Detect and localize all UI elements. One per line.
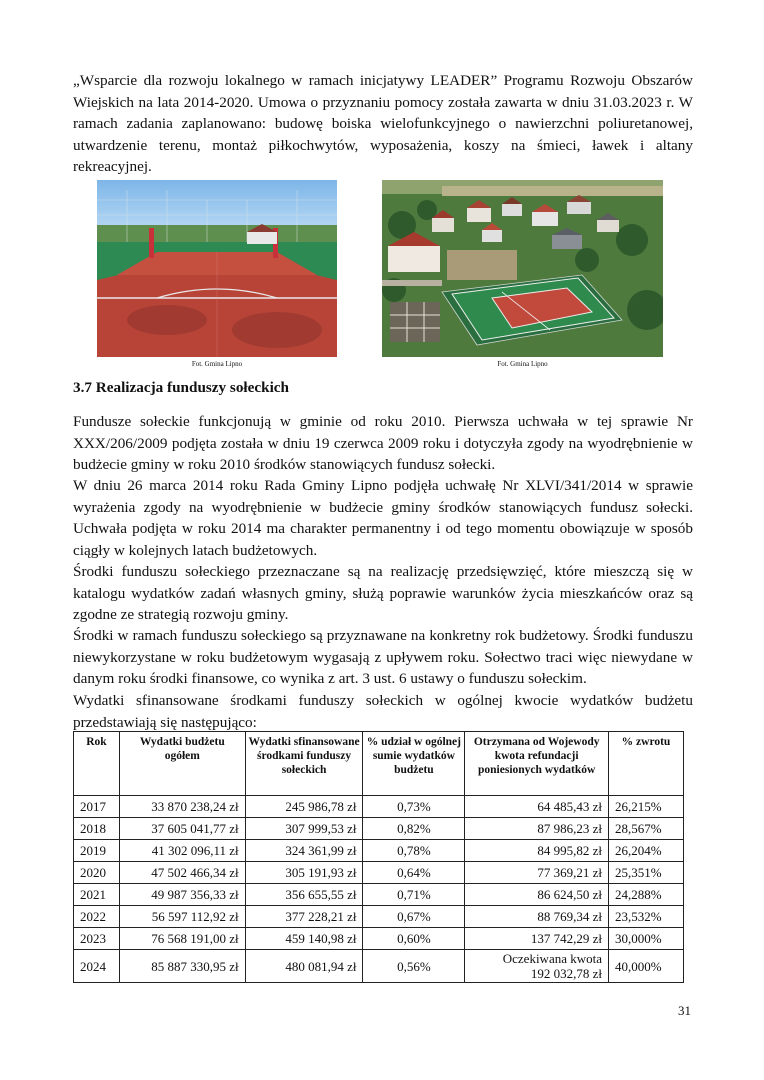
paragraph-history: Fundusze sołeckie funkcjonują w gminie od roku 2010. Pierwsza uchwała w tej sprawie Nr XXX/206/2009 podjęta została w dniu 19 czerwca 2009 roku i dotyczyła zgody na wyodrębnienie w budżecie gminy w roku 2010 środków stanowiących fundusz sołecki. xyxy=(73,413,693,473)
paragraph-table-intro: Wydatki sfinansowane środkami funduszy sołeckich w ogólnej kwocie wydatków budżetu przedstawiają się następująco: xyxy=(73,692,693,731)
cell-return: 26,215% xyxy=(609,796,684,818)
table-row xyxy=(74,884,684,906)
cell-return: 28,567% xyxy=(609,818,684,840)
sports-court-aerial-image xyxy=(382,180,663,357)
cell-return: 23,532% xyxy=(609,906,684,928)
expected-amount-value: 192 032,78 zł xyxy=(530,966,603,981)
cell-total: 85 887 330,95 zł xyxy=(119,950,245,983)
cell-refund: 86 624,50 zł xyxy=(465,884,609,906)
fund-expenses-table xyxy=(73,731,684,983)
cell-share: 0,71% xyxy=(363,884,465,906)
column-header-refund: Otrzymana od Wojewody kwota refundacji poniesionych wydatków xyxy=(465,732,609,796)
paragraph-budget-year: Środki w ramach funduszu sołeckiego są przyznawane na konkretny rok budżetowy. Środki funduszu niewykorzystane w roku budżetowym wygasają z upływem roku. Sołectwo traci więc niewydane w danym roku środki finansowe, co wynika z art. 3 ust. 6 ustawy o funduszu sołeckim. xyxy=(73,627,693,687)
cell-share: 0,64% xyxy=(363,862,465,884)
cell-year: 2018 xyxy=(74,818,120,840)
cell-total: 33 870 238,24 zł xyxy=(119,796,245,818)
cell-refund: 88 769,34 zł xyxy=(465,906,609,928)
cell-fund: 307 999,53 zł xyxy=(245,818,363,840)
cell-year: 2019 xyxy=(74,840,120,862)
cell-fund: 377 228,21 zł xyxy=(245,906,363,928)
cell-refund: 87 986,23 zł xyxy=(465,818,609,840)
cell-refund: 77 369,21 zł xyxy=(465,862,609,884)
cell-total: 47 502 466,34 zł xyxy=(119,862,245,884)
table-header-row xyxy=(74,732,684,796)
cell-year: 2024 xyxy=(74,950,120,983)
cell-fund: 356 655,55 zł xyxy=(245,884,363,906)
cell-year: 2021 xyxy=(74,884,120,906)
photo-sports-court-ground xyxy=(97,180,337,357)
cell-share: 0,60% xyxy=(363,928,465,950)
cell-fund: 324 361,99 zł xyxy=(245,840,363,862)
cell-total: 49 987 356,33 zł xyxy=(119,884,245,906)
cell-total: 56 597 112,92 zł xyxy=(119,906,245,928)
table-row xyxy=(74,862,684,884)
column-header-total-expenses: Wydatki budżetu ogółem xyxy=(119,732,245,796)
cell-return: 26,204% xyxy=(609,840,684,862)
cell-share: 0,78% xyxy=(363,840,465,862)
cell-share: 0,82% xyxy=(363,818,465,840)
cell-year: 2017 xyxy=(74,796,120,818)
table-row xyxy=(74,950,684,983)
cell-return: 30,000% xyxy=(609,928,684,950)
cell-return: 24,288% xyxy=(609,884,684,906)
cell-year: 2023 xyxy=(74,928,120,950)
expected-amount-label: Oczekiwana kwota xyxy=(502,951,603,966)
intro-paragraph: „Wsparcie dla rozwoju lokalnego w ramach inicjatywy LEADER” Programu Rozwoju Obszarów Wiejskich na lata 2014-2020. Umowa o przyznaniu pomocy została zawarta w dniu 31.03.2023 r. W ramach zadania zaplanowano: budowę boiska wielofunkcyjnego o nawierzchni poliuretanowej, utwardzenie terenu, montaż piłkochwytów, wyposażenia, koszy na śmieci, ławek i altany rekreacyjnej. xyxy=(73,72,693,175)
table-row xyxy=(74,840,684,862)
paragraph-purpose: Środki funduszu sołeckiego przeznaczane są na realizację przedsięwzięć, które mieszczą się w katalogu wydatków zadań własnych gminy, służą poprawie warunków życia mieszkańców oraz są zgodne ze strategią rozwoju gminy. xyxy=(73,563,693,623)
cell-refund: 137 742,29 zł xyxy=(465,928,609,950)
cell-total: 76 568 191,00 zł xyxy=(119,928,245,950)
cell-refund xyxy=(465,950,609,983)
table-row xyxy=(74,796,684,818)
table-row xyxy=(74,928,684,950)
paragraph-resolution-2014: W dniu 26 marca 2014 roku Rada Gminy Lipno podjęła uchwałę Nr XLVI/341/2014 w sprawie wyrażenia zgody na wyodrębnienie w budżecie gminy środków stanowiących fundusz sołecki. Uchwała podjęta w roku 2014 ma charakter permanentny i od tego momentu obowiązuje w sposób ciągły w kolejnych latach budżetowych. xyxy=(73,477,693,559)
cell-refund: 84 995,82 zł xyxy=(465,840,609,862)
cell-refund: 64 485,43 zł xyxy=(465,796,609,818)
photo-caption: Fot. Gmina Lipno xyxy=(191,360,243,368)
page-number: 31 xyxy=(678,1003,691,1018)
column-header-fund-expenses: Wydatki sfinansowane środkami funduszy sołeckich xyxy=(245,732,363,796)
cell-fund: 459 140,98 zł xyxy=(245,928,363,950)
column-header-share: % udział w ogólnej sumie wydatków budżetu xyxy=(363,732,465,796)
column-header-year: Rok xyxy=(74,732,120,796)
section-heading: 3.7 Realizacja funduszy sołeckich xyxy=(73,379,289,396)
cell-fund: 245 986,78 zł xyxy=(245,796,363,818)
cell-total: 41 302 096,11 zł xyxy=(119,840,245,862)
photo-caption: Fot. Gmina Lipno xyxy=(497,360,548,368)
column-header-return-rate: % zwrotu xyxy=(609,732,684,796)
cell-return: 40,000% xyxy=(609,950,684,983)
table-row xyxy=(74,818,684,840)
cell-year: 2022 xyxy=(74,906,120,928)
cell-total: 37 605 041,77 zł xyxy=(119,818,245,840)
cell-return: 25,351% xyxy=(609,862,684,884)
cell-fund: 480 081,94 zł xyxy=(245,950,363,983)
cell-fund: 305 191,93 zł xyxy=(245,862,363,884)
table-row xyxy=(74,906,684,928)
cell-share: 0,56% xyxy=(363,950,465,983)
cell-share: 0,73% xyxy=(363,796,465,818)
photo-sports-court-aerial xyxy=(382,180,663,357)
sports-court-ground-image xyxy=(97,180,337,357)
cell-share: 0,67% xyxy=(363,906,465,928)
cell-year: 2020 xyxy=(74,862,120,884)
